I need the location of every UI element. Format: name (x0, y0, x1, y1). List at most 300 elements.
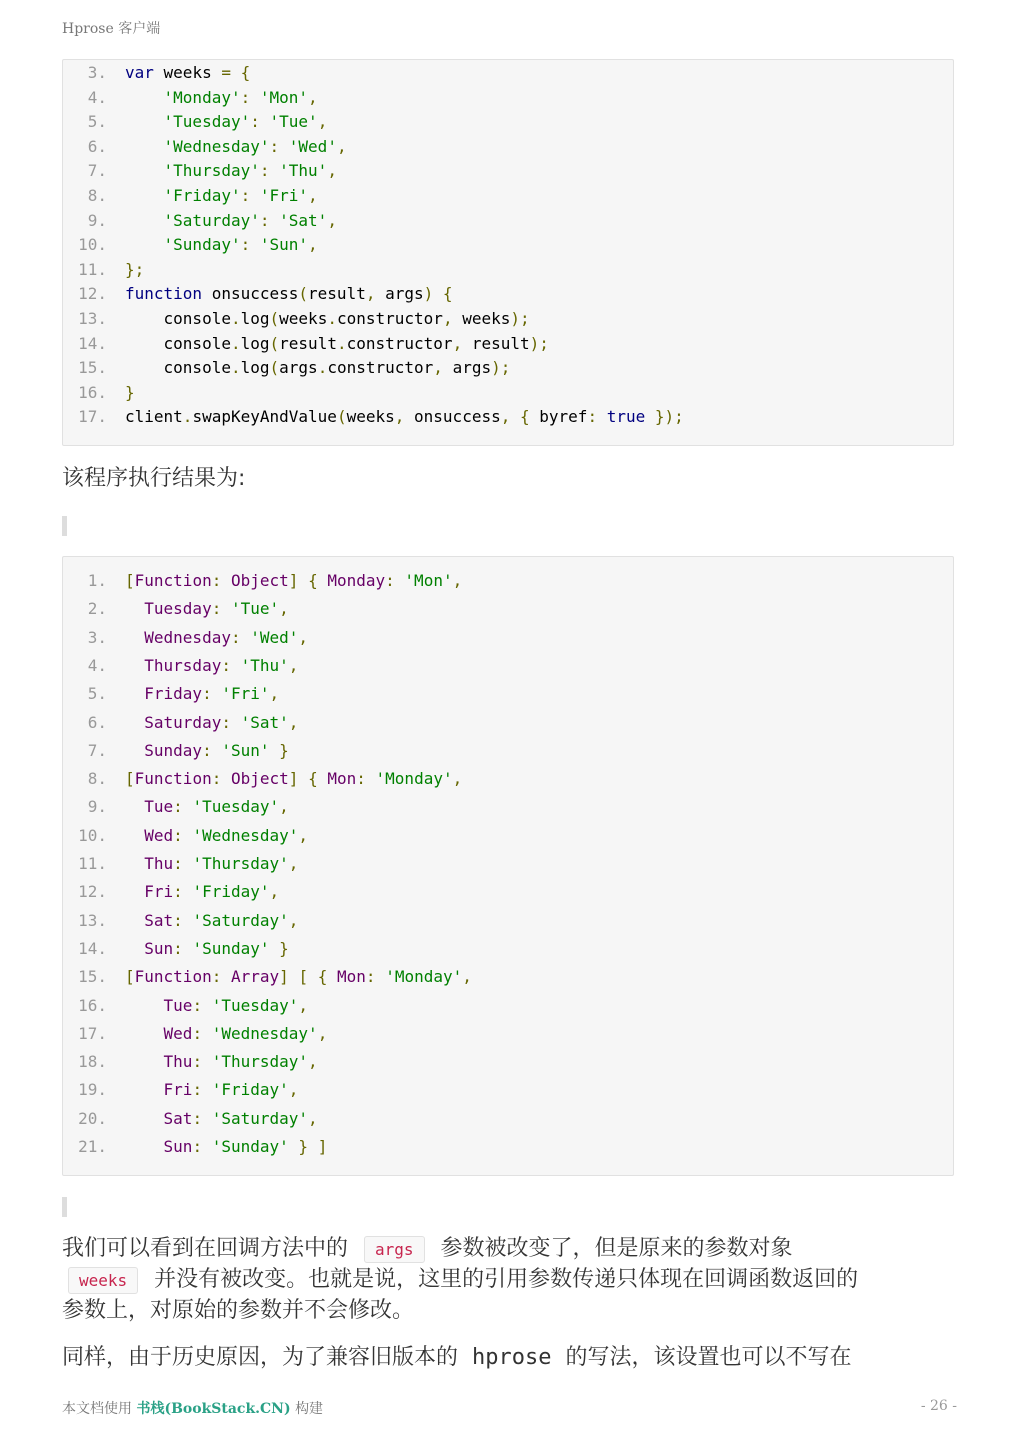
code-token (212, 684, 222, 703)
code-token: : (240, 186, 251, 205)
code-token (183, 797, 193, 816)
code-token (125, 797, 144, 816)
code-token: Wed (163, 1023, 193, 1043)
code-token: . (230, 309, 241, 328)
code-token (125, 939, 144, 958)
code-token: : (202, 740, 212, 760)
code-text (107, 1024, 327, 1043)
code-token: Function (134, 967, 212, 987)
code-token (202, 1052, 212, 1071)
code-token: ); (510, 309, 530, 328)
code-token: swapKeyAndValue (192, 407, 337, 427)
line-number: 16. (78, 382, 107, 402)
code-token (289, 967, 299, 986)
code-token: 'Saturday' (211, 1108, 309, 1128)
code-token: Mon (327, 769, 357, 789)
line-number: 18. (78, 1052, 107, 1072)
code-token (183, 911, 193, 930)
code-text (107, 797, 289, 816)
line-number: 8. (87, 186, 107, 205)
code-text (107, 309, 530, 328)
line-number: 17. (78, 1023, 107, 1043)
code-token: : (221, 655, 231, 675)
code-token (202, 1024, 212, 1043)
page-header-title: Hprose 客户端 (62, 21, 161, 37)
code-token: , (298, 995, 309, 1015)
code-token: 'Wednesday' (163, 136, 270, 156)
code-text (107, 383, 135, 402)
code-token (318, 769, 328, 788)
code-token: Object (230, 769, 289, 789)
code-token: : (269, 136, 280, 156)
code-token: ) (423, 284, 434, 304)
line-number: 19. (78, 1080, 107, 1100)
code-token (125, 1109, 164, 1128)
code-token: Friday (144, 684, 203, 704)
code-text (107, 334, 549, 353)
code-line (63, 797, 289, 816)
code-token (202, 1137, 212, 1156)
code-text (107, 854, 298, 873)
code-text (107, 826, 308, 845)
code-token: 'Wed' (288, 136, 337, 156)
code-token: console (125, 333, 231, 353)
code-text (107, 112, 327, 131)
code-token: : (202, 684, 212, 704)
code-token (125, 88, 164, 107)
code-token: onsuccess (404, 407, 501, 427)
code-token: : (356, 769, 366, 789)
code-line (63, 1109, 318, 1128)
code-token: , (308, 1108, 318, 1128)
code-token (645, 407, 655, 426)
code-line (63, 967, 472, 986)
code-token: , (336, 136, 347, 156)
code-token (231, 656, 241, 675)
code-text (107, 1109, 318, 1128)
code-token: 'Thursday' (163, 161, 260, 181)
paragraph-explanation (62, 1234, 954, 1326)
code-token: 'Sat' (240, 712, 289, 732)
code-token (221, 599, 231, 618)
line-number: 10. (78, 825, 107, 845)
code-token (279, 137, 289, 156)
code-line (63, 383, 135, 402)
code-token (125, 211, 164, 230)
line-number: 17. (78, 407, 107, 427)
code-line (63, 211, 337, 230)
code-token: : (250, 112, 260, 132)
code-token: , (298, 825, 309, 845)
code-token (270, 741, 280, 760)
code-token: , (279, 599, 289, 619)
code-token: 'Wednesday' (192, 825, 299, 845)
code-token (510, 407, 520, 426)
code-line (63, 571, 462, 590)
line-number: 8. (87, 769, 107, 789)
code-token: } (279, 740, 289, 760)
code-token: . (336, 333, 347, 353)
code-token (298, 571, 308, 590)
code-token (202, 996, 212, 1015)
code-text (107, 741, 289, 760)
paragraph-text: 参数被改变了，但是原来的参数对象 (440, 1236, 793, 1261)
code-token: 'Monday' (375, 769, 453, 789)
code-token (298, 769, 308, 788)
code-token: , (288, 712, 299, 732)
code-text (107, 284, 453, 303)
code-token: Monday (327, 571, 386, 590)
code-token (125, 713, 144, 732)
code-token: 'Thu' (240, 655, 289, 675)
code-token: . (230, 358, 241, 378)
code-token (308, 967, 318, 986)
code-token: Sat (144, 910, 174, 930)
code-token: = (221, 63, 231, 82)
code-token (125, 599, 144, 618)
code-token: 'Thursday' (211, 1052, 309, 1072)
code-token: : (192, 1108, 203, 1128)
code-token: , (269, 684, 280, 704)
code-token: Saturday (144, 712, 222, 732)
code-token (183, 854, 193, 873)
code-token: 'Thu' (279, 161, 328, 181)
code-token: , (500, 407, 511, 427)
code-text (107, 161, 337, 180)
code-token: : (192, 1023, 203, 1043)
code-text (107, 88, 318, 107)
code-line (63, 309, 530, 328)
code-token: , (452, 769, 463, 789)
code-line (63, 1080, 298, 1099)
paragraph-compat (62, 1343, 954, 1373)
code-token: : (192, 1137, 203, 1156)
paragraph-text: 并没有被改变。也就是说，这里的引用参数传递只体现在回调函数返回的 (154, 1267, 859, 1292)
code-token: [ (298, 967, 309, 987)
code-token (366, 769, 376, 788)
code-token: 'Fri' (221, 684, 270, 704)
code-line (63, 112, 327, 131)
code-token: ); (529, 333, 549, 353)
code-line (63, 599, 289, 618)
line-number: 9. (87, 797, 107, 817)
line-number: 14. (78, 333, 107, 353)
code-token: Wed (144, 825, 174, 845)
code-token: log (240, 309, 270, 328)
code-line (63, 684, 279, 703)
code-token: : (192, 995, 203, 1015)
code-token: , (298, 627, 309, 647)
code-token (212, 741, 222, 760)
code-token: : (259, 210, 270, 230)
code-token: . (327, 309, 337, 328)
code-token: 'Wednesday' (211, 1023, 318, 1043)
code-line (63, 1137, 327, 1156)
code-token: 'Friday' (163, 186, 241, 205)
code-token (125, 1024, 164, 1043)
code-token: } (125, 382, 135, 402)
code-token (597, 407, 607, 426)
code-token: Mon (337, 967, 366, 987)
code-token: }); (654, 407, 684, 427)
code-token: log (240, 358, 270, 378)
code-text (107, 713, 298, 732)
footer-prefix: 本文档使用 (62, 1401, 132, 1417)
code-token: ] (279, 967, 289, 987)
code-token: 'Monday' (385, 967, 463, 987)
line-number: 20. (78, 1108, 107, 1128)
code-token (125, 1052, 164, 1071)
code-token: result (279, 333, 337, 353)
code-token (221, 571, 231, 590)
page-number: - 26 - (920, 1398, 957, 1414)
code-text (107, 684, 279, 703)
code-token: 'Mon' (404, 571, 453, 590)
code-token (202, 1080, 212, 1099)
code-token: : (173, 938, 183, 958)
code-line (63, 358, 510, 377)
code-token: result (462, 333, 530, 353)
code-token: , (308, 87, 318, 107)
code-token (125, 1137, 164, 1156)
line-number: 5. (87, 684, 107, 704)
code-line (63, 186, 318, 205)
code-token (125, 826, 144, 845)
code-token: : (211, 599, 222, 619)
code-token: , (288, 910, 299, 930)
line-number: 11. (78, 259, 107, 279)
code-token: Fri (144, 882, 174, 902)
code-token: : (230, 627, 241, 647)
code-token: constructor (336, 309, 443, 328)
code-token (125, 996, 164, 1015)
code-token: 'Sunday' (163, 235, 241, 255)
code-token: 'Sun' (259, 235, 309, 255)
paragraph-text: 我们可以看到在回调方法中的 (62, 1236, 349, 1261)
code-text (107, 656, 298, 675)
code-token: 'Sunday' (192, 938, 270, 958)
code-token: client (125, 407, 183, 427)
code-token: , (317, 1023, 328, 1043)
code-token (125, 186, 164, 205)
line-number: 6. (87, 712, 107, 732)
paragraph-text: 的写法，该设置也可以不写在 (565, 1345, 852, 1370)
section-heading: 该程序执行结果为: (62, 466, 246, 491)
code-token: : (211, 571, 222, 590)
code-token (241, 628, 251, 647)
line-number: 7. (87, 740, 107, 760)
code-line (63, 628, 308, 647)
code-token: 'Tuesday' (192, 797, 280, 817)
code-text (107, 628, 308, 647)
code-token: Object (230, 571, 289, 590)
code-token: 'Tuesday' (163, 112, 251, 132)
code-text (107, 235, 318, 254)
code-line (63, 137, 347, 156)
code-token: 'Friday' (211, 1080, 289, 1100)
code-token (125, 741, 144, 760)
code-line (63, 713, 298, 732)
code-token (270, 211, 280, 230)
line-number: 13. (78, 910, 107, 930)
code-token: var (125, 63, 154, 82)
code-token (183, 826, 193, 845)
code-token: 'Sunday' (211, 1137, 289, 1156)
code-token: byref (529, 407, 588, 427)
code-text (107, 137, 347, 156)
code-token: 'Friday' (192, 882, 270, 902)
code-token (376, 967, 386, 986)
code-token (231, 63, 241, 82)
code-token: 'Fri' (259, 186, 309, 205)
line-number: 4. (87, 655, 107, 675)
code-token (125, 112, 164, 131)
line-number: 11. (78, 854, 107, 873)
code-token: Function (134, 769, 212, 789)
code-token: : (173, 882, 183, 902)
code-token: weeks (452, 309, 511, 328)
code-token: } (279, 938, 289, 958)
code-token: weeks (153, 63, 222, 82)
code-text (107, 211, 337, 230)
code-token: , (308, 186, 318, 205)
code-token: ( (336, 407, 347, 427)
code-token: args (375, 284, 424, 304)
code-text (107, 1137, 327, 1156)
code-token: , (269, 882, 280, 902)
code-token (125, 1080, 164, 1099)
code-token (289, 1137, 299, 1156)
code-token: ( (269, 309, 280, 328)
code-token: constructor (346, 333, 453, 353)
code-token (221, 769, 231, 788)
code-line (63, 769, 462, 788)
code-token: ( (298, 284, 309, 304)
code-token: , (433, 358, 443, 378)
code-token (125, 656, 144, 675)
code-token (125, 628, 144, 647)
code-token: : (240, 235, 251, 255)
code-token (250, 88, 260, 107)
code-line (63, 407, 684, 426)
code-token: , (442, 309, 453, 328)
code-token: { (442, 284, 453, 304)
code-token: : (192, 1080, 203, 1100)
inline-code-weeks: weeks (68, 1267, 138, 1294)
code-token (318, 571, 328, 590)
code-block-output (62, 556, 954, 1176)
footer-bookstack-link[interactable]: 书栈(BookStack.CN) (136, 1401, 291, 1417)
blockquote-bar (62, 516, 67, 536)
code-token: : (240, 87, 251, 107)
code-token: Tuesday (144, 599, 212, 619)
code-token: ( (269, 333, 280, 353)
code-token: 'Tuesday' (211, 995, 299, 1015)
code-token: Array (230, 967, 280, 987)
code-line (63, 939, 289, 958)
code-token (125, 854, 144, 873)
code-text (107, 599, 289, 618)
code-token: [ (125, 571, 135, 590)
code-token: , (327, 210, 337, 230)
code-token: , (365, 284, 376, 304)
code-token (125, 882, 144, 901)
code-line (63, 284, 453, 303)
code-token (183, 939, 193, 958)
paragraph-text: 同样，由于历史原因，为了兼容旧版本的 (62, 1345, 459, 1370)
line-number: 5. (87, 112, 107, 132)
code-token: [ (125, 769, 135, 789)
code-token: , (452, 571, 463, 590)
code-token: 'Saturday' (192, 910, 289, 930)
code-token: , (394, 407, 405, 427)
code-text (107, 911, 298, 930)
code-line (63, 882, 279, 901)
code-token: Thu (163, 1052, 193, 1072)
code-token: : (259, 161, 270, 181)
code-token: : (192, 1052, 203, 1072)
line-number: 14. (78, 938, 107, 958)
code-text (107, 63, 250, 82)
code-token: weeks (346, 407, 395, 427)
code-line (63, 741, 289, 760)
code-token: . (230, 333, 241, 353)
code-line (63, 161, 337, 180)
code-token: , (308, 235, 318, 255)
code-token: Sun (144, 938, 174, 958)
code-token: : (173, 910, 183, 930)
code-token: Thu (144, 854, 174, 873)
code-token: : (365, 967, 376, 987)
inline-mono-hprose: hprose (472, 1345, 552, 1370)
code-text (107, 571, 462, 590)
code-token: 'Thursday' (192, 854, 289, 873)
code-token: : (211, 967, 222, 987)
line-number: 13. (78, 309, 107, 328)
code-token: , (327, 161, 337, 181)
code-token (270, 161, 280, 180)
code-token (270, 939, 280, 958)
line-number: 4. (87, 87, 107, 107)
code-text (107, 1052, 318, 1071)
code-token (125, 161, 164, 180)
code-line (63, 854, 298, 873)
code-token: { (308, 769, 318, 789)
code-text (107, 260, 144, 279)
line-number: 7. (87, 161, 107, 181)
code-token: , (462, 967, 472, 987)
code-token: true (606, 407, 646, 427)
code-line (63, 88, 318, 107)
line-number: 15. (78, 358, 107, 378)
code-line (63, 1052, 318, 1071)
code-token: 'Saturday' (163, 210, 260, 230)
code-text (107, 186, 318, 205)
code-token: . (317, 358, 328, 378)
code-line (63, 235, 318, 254)
code-line (63, 911, 298, 930)
footer-suffix: 构建 (295, 1401, 324, 1417)
code-text (107, 996, 308, 1015)
code-token: ] (317, 1137, 328, 1156)
line-number: 3. (87, 63, 107, 82)
code-token: console (125, 309, 231, 328)
code-line (63, 826, 308, 845)
code-line (63, 334, 549, 353)
inline-code-args: args (364, 1236, 425, 1263)
line-number: 10. (78, 235, 107, 255)
code-token: Wednesday (144, 627, 231, 647)
